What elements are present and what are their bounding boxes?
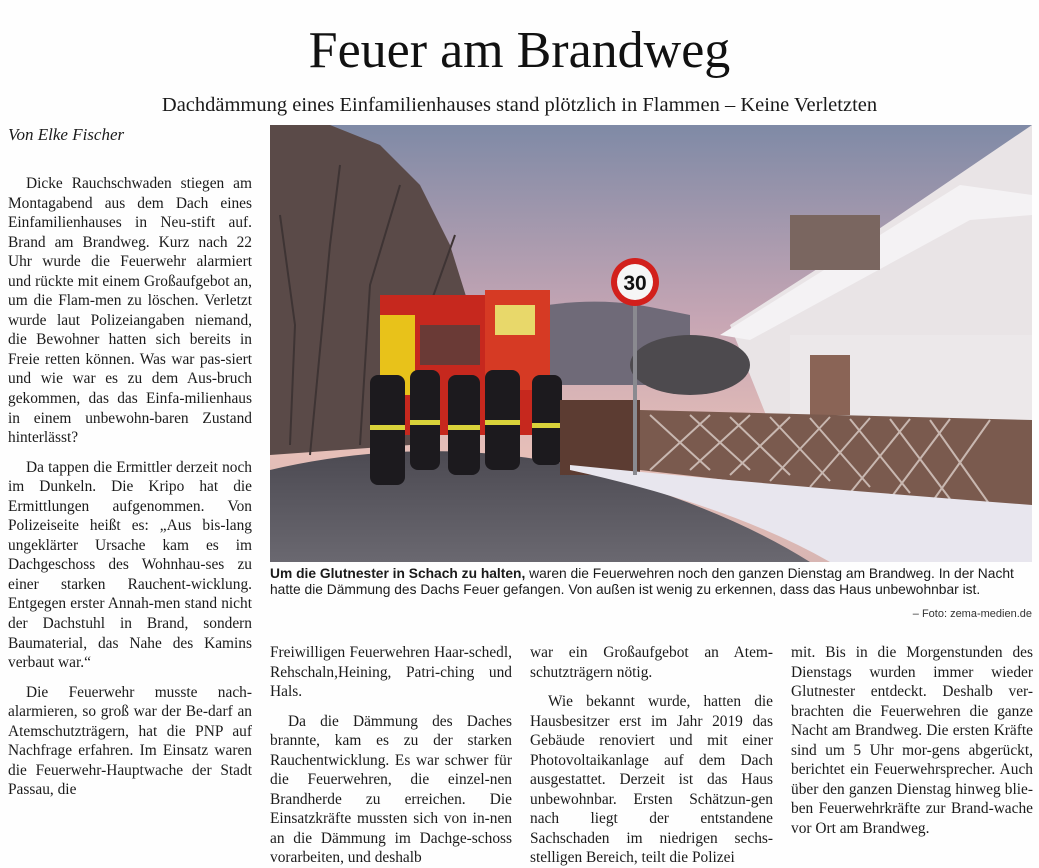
text-column-3 (530, 643, 773, 868)
article-subheadline: Dachdämmung eines Einfamilienhauses stand plötzlich in Flammen – Keine Verletzten (161, 94, 878, 116)
text-column-2 (270, 643, 512, 868)
paragraph: Da tappen die Ermittler derzeit noch im Dunkeln. Die Kripo hat die Ermittlungen aufgenommen. Von Polizeiseite heißt es: „Aus bis-lang ungeklärter Ursache kam es im Dachgeschoss des Wohnhau-ses zu einer starken Rauchent-wicklung. Entgegen erster Annah-men stand nicht der Dachstuhl in Brand, sondern Baumaterial, das Nahe des Kamins verbaut war.“ (8, 458, 252, 672)
text-column-4 (791, 643, 1033, 838)
text-column-1 (8, 174, 252, 800)
photo-credit: – Foto: zema-medien.de (912, 608, 1032, 620)
article-photo (270, 125, 1032, 562)
byline: Von Elke Fischer (8, 125, 125, 144)
paragraph: war ein Großaufgebot an Atem-schutzträgern nötig. (530, 644, 773, 681)
speed-limit-sign-text: 30 (623, 272, 647, 295)
caption-lead: Um die Glutnester in Schach zu halten, (270, 566, 526, 581)
paragraph: Freiwilligen Feuerwehren Haar-schedl, Rehschaln,Heining, Patri-ching und Hals. (270, 644, 512, 701)
paragraph: Wie bekannt wurde, hatten die Hausbesitzer erst im Jahr 2019 das Gebäude renoviert und mit einer Photovoltaikanlage auf dem Dach ausgestattet. Derzeit ist das Haus unbewohnbar. Ersten Schätzun-gen nach liegt der entstandene Sachschaden im niedrigen sechs-stelligen Bereich, teilt die Polizei (530, 693, 773, 867)
caption-text: waren die Feuerwehren noch den ganzen Dienstag am Brandweg. In der Nacht hatte die Dämmung des Dachs Feuer gefangen. Von außen ist wenig zu erkennen, dass das Haus unbewohnbar ist. (270, 566, 1014, 598)
paragraph: Die Feuerwehr musste nach-alarmieren, so groß war der Be-darf an Atemschutzträgern, hat die PNP auf Nachfrage erfahren. Im Einsatz waren die Feuerwehr-Hauptwache der Stadt Passau, die (8, 683, 252, 799)
paragraph: mit. Bis in die Morgenstunden des Dienstags wurden immer wieder Glutnester entdeckt. Deshalb ver-brachten die Feuerwehren die ganze Nacht am Brandweg. Die ersten Kräfte sind um 5 Uhr mor-gens abgerückt, berichtet ein Feuerwehrsprecher. Auch über den ganzen Dienstag hinweg blie-ben Feuerwehrkräfte zur Brand-wache vor Ort am Brandweg. (791, 644, 1033, 837)
paragraph: Dicke Rauchschwaden stiegen am Montagabend aus dem Dach eines Einfamilienhauses in Neu-stift auf. Brand am Brandweg. Kurz nach 22 Uhr wurde die Feuerwehr alarmiert und rückte mit einem Großaufgebot an, um die Flam-men zu löschen. Verletzt wurde laut Polizeiangaben niemand, die Bewohner hatten sich bereits in Freie retten können. Was war pas-siert und wie war es zu dem Aus-bruch gekommen, das das Einfa-milienhaus in einem unbewohn-baren Zustand hinterlässt? (8, 175, 252, 447)
article-headline: Feuer am Brandweg (308, 22, 731, 79)
paragraph: Da die Dämmung des Daches brannte, kam es zu der starken Rauchentwicklung. Es war schwer für die Feuerwehren, die einzel-nen Brandherde zu erreichen. Die Einsatzkräfte mussten sich von in-nen an die Dämmung im Dachge-schoss vorarbeiten, und deshalb (270, 712, 512, 867)
photo-caption (270, 566, 1033, 598)
